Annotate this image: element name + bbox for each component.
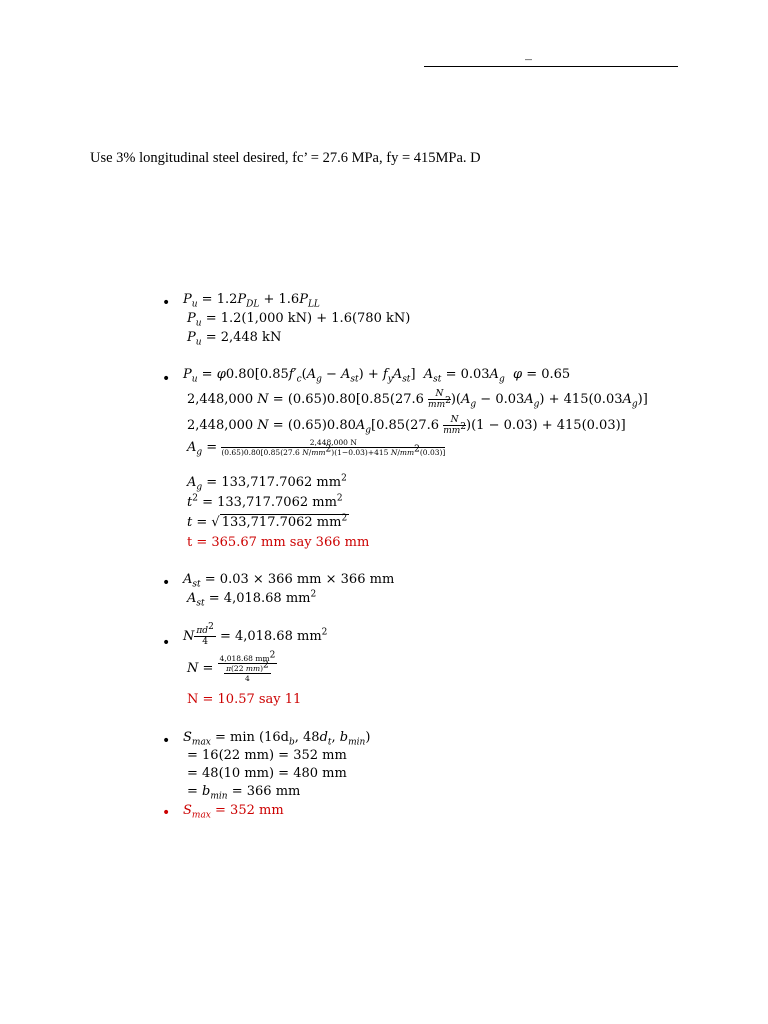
bullet-pu: •	[162, 295, 171, 311]
t-squared: $t^2 = 133,717.7062$ $mm^2$	[187, 493, 343, 510]
bullet-smax: •	[162, 733, 171, 749]
ast-result-text: = 4,018.68 mm	[208, 591, 311, 606]
smax-result-text: = 352 mm	[215, 803, 284, 818]
smax-formula-text: = min (16d	[215, 730, 289, 745]
smax-option-2: = 48(10 mm) = 480 mm	[187, 766, 347, 781]
problem-statement: Use 3% longitudinal steel desired, fc’ = 27.6 MPa, fy = 415MPa. D	[90, 150, 481, 166]
header-rule	[424, 66, 678, 67]
header-dash: _	[525, 45, 532, 61]
t-result: t = 365.67 mm say 366 mm	[187, 535, 370, 550]
smax-option-3: = $b_{min} = 366$ mm	[187, 784, 301, 802]
ast-result: $A_{st} = 4,018.68$ $mm^2$	[187, 589, 317, 609]
smax-result: $S_{max} = 352$ mm	[183, 803, 284, 821]
n-result: N = 10.57 say 11	[187, 692, 302, 707]
n-fraction-numerator: 4,018.68 mm	[219, 654, 270, 663]
n-formula-text: = 4,018.68 mm	[219, 629, 322, 644]
ag-fraction-numerator: 2,448,000 N	[221, 438, 445, 448]
pu-result: $P_u = 2,448$ kN	[187, 330, 282, 348]
bullet-ast: •	[162, 575, 171, 591]
smax-formula: $S_{max} = \min (16d_b$, $48d_t$, $b_{min}$)	[183, 730, 371, 748]
pu-formula: $P_u = 1.2P_{DL} + 1.6P_{LL}$	[183, 292, 320, 310]
ast-ratio: = 0.03	[445, 367, 490, 382]
t-sqrt-text: 133,717.7062 mm	[221, 515, 342, 530]
pu-result-text: = 2,448 kN	[205, 330, 282, 345]
n-fraction: N = $\frac{4,018.68 mm^2}{\frac{\pi(22 mm)^2}{4}}$	[187, 650, 276, 683]
pu-substitution-text: = 1.2(1,000 kN) + 1.6(780 kN)	[205, 311, 411, 326]
bullet-n: •	[162, 635, 171, 651]
t-squared-text: = 133,717.7062 mm	[202, 495, 337, 510]
smax-option-3-text: = 366 mm	[231, 784, 301, 799]
n-formula: N $\frac{\pi d^2}{4}$ = 4,018.68 $mm^2$	[183, 622, 328, 647]
bullet-ag: •	[162, 371, 171, 387]
phi-value: = 0.65	[526, 367, 571, 382]
t-sqrt: t = √ 133,717.7062 $mm^2$	[187, 513, 348, 530]
ag-value: $A_g = 133,717.7062$ $mm^2$	[187, 473, 347, 493]
pu-substitution: $P_u = 1.2(1,000$ kN) + 1.6(780 kN)	[187, 311, 411, 329]
ag-value-text: = 133,717.7062 mm	[206, 475, 342, 490]
ag-fraction: $A_g$ = $\frac{2,448,000 N}{(0.65)0.80[0.85(27.6 N/mm^2)(1-0.03)+415 N/mm^2(0.03)]}$	[187, 438, 446, 458]
axial-capacity-formula: $P_u = \varphi 0.80[0.85f'_c(A_g - A_{st}) + f_yA_{st}] A_{st} = 0.03A_g$ φ = 0.65	[183, 367, 571, 385]
smax-option-1: = 16(22 mm) = 352 mm	[187, 748, 347, 763]
ag-substitution-1: 2,448,000 N = (0.65)0.80[0.85(27.6 $\frac{N}{mm^2}$ )$(A_g - 0.03A_g) + 415(0.03A_g)$]	[187, 389, 648, 410]
ast-formula-text: = 0.03 × 366 mm × 366 mm	[204, 572, 395, 587]
bullet-smax-result: •	[162, 805, 171, 821]
ag-substitution-2: 2,448,000 $N = (0.65)0.80A_g[0.85(27.6$ $\frac{N}{mm^2}$ )(1 − 0.03) + 415(0.03)]	[187, 415, 626, 436]
ast-formula: $A_{st} = 0.03 \times 366$ mm × 366 mm	[183, 572, 395, 590]
